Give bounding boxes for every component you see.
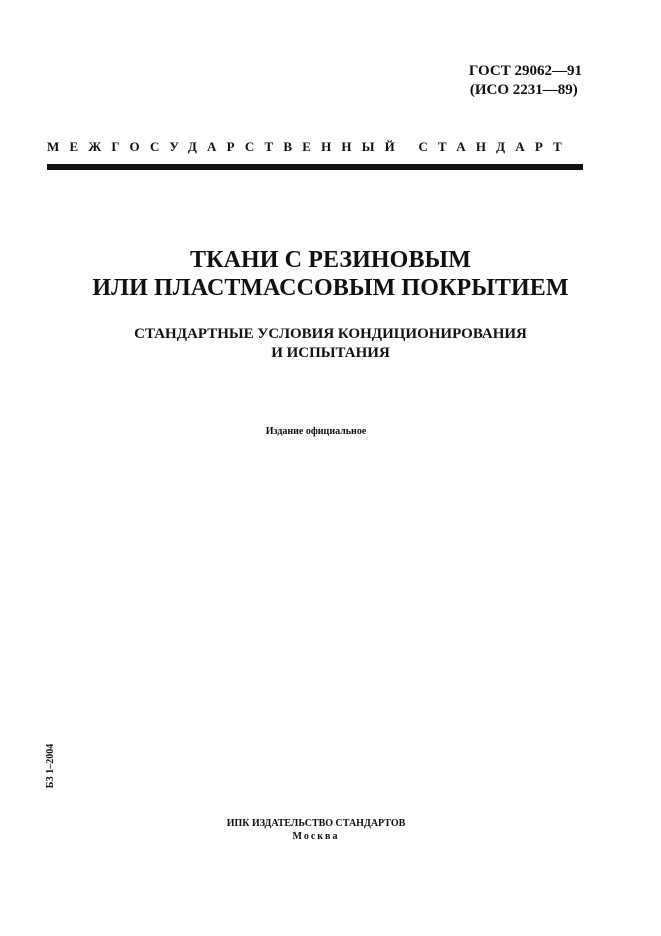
publisher-city: Москва xyxy=(292,831,340,842)
publisher-name: ИПК ИЗДАТЕЛЬСТВО СТАНДАРТОВ xyxy=(226,818,406,829)
title-line-2: ИЛИ ПЛАСТМАССОВЫМ ПОКРЫТИЕМ xyxy=(92,275,569,301)
subtitle-line-1: СТАНДАРТНЫЕ УСЛОВИЯ КОНДИЦИОНИРОВАНИЯ xyxy=(134,326,527,342)
publisher-block xyxy=(0,817,632,843)
gost-number: ГОСТ 29062—91 xyxy=(468,63,582,79)
header-divider-rule xyxy=(47,164,583,170)
document-title xyxy=(0,246,661,302)
iso-number: (ИСО 2231—89) xyxy=(469,82,578,98)
document-subtitle xyxy=(0,325,661,363)
side-mark-text: БЗ 1–2004 xyxy=(45,743,56,789)
side-registration-mark xyxy=(44,735,58,797)
interstate-standard-banner: МЕЖГОСУДАРСТВЕННЫЙ СТАНДАРТ xyxy=(47,139,573,154)
title-line-1: ТКАНИ С РЕЗИНОВЫМ xyxy=(190,247,471,273)
standard-designation xyxy=(469,62,582,100)
official-edition-label: Издание официальное xyxy=(265,426,367,437)
subtitle-line-2: И ИСПЫТАНИЯ xyxy=(271,345,390,361)
